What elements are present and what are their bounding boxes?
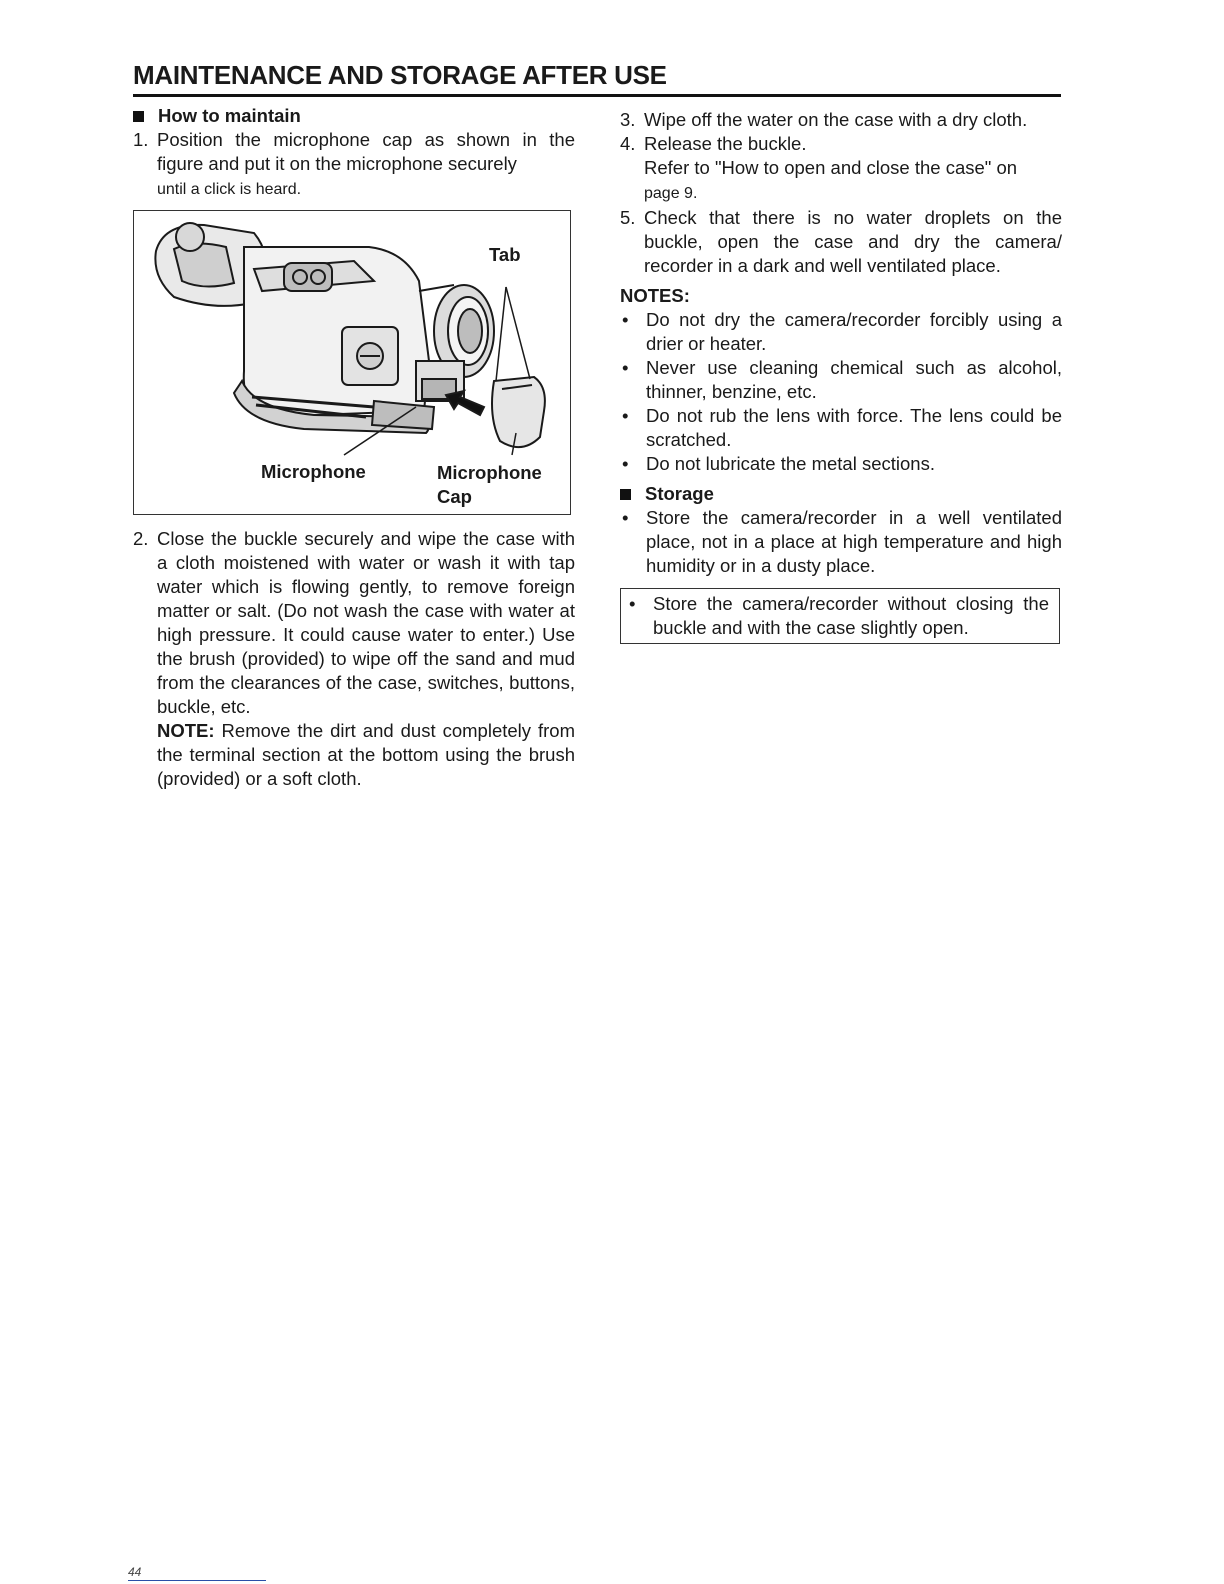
bullet-icon: • (622, 309, 629, 330)
step-2-number: 2. (133, 528, 149, 549)
step-4-reference-page: page 9. (644, 185, 698, 202)
microphone-label: Microphone (261, 461, 366, 482)
step-4-reference: Refer to "How to open and close the case" on (644, 157, 1018, 178)
storage-item-text: Store the camera/recorder in a well ventilated place, not in a place at high temperature and high humidity or in a dusty place. (646, 507, 1062, 576)
square-bullet-icon (133, 111, 144, 122)
note-item (620, 404, 1062, 452)
right-column (620, 108, 1062, 644)
note-text: Remove the dirt and dust completely from the terminal section at the bottom using the brush (provided) or a soft cloth. (157, 720, 575, 789)
microphone-cap-label-line2: Cap (437, 486, 472, 507)
step-5 (620, 206, 1062, 278)
note-item (620, 452, 1062, 476)
maintain-heading (133, 104, 575, 128)
bullet-icon: • (622, 507, 629, 528)
storage-heading (620, 482, 1062, 506)
storage-heading-text: Storage (645, 483, 714, 504)
notes-heading: NOTES: (620, 285, 690, 306)
storage-callout-box (620, 588, 1060, 644)
square-bullet-icon (620, 489, 631, 500)
bullet-icon: • (622, 453, 629, 474)
page-title: MAINTENANCE AND STORAGE AFTER USE (133, 60, 667, 90)
step-3 (620, 108, 1062, 132)
note-block (157, 719, 575, 791)
left-column (133, 104, 575, 791)
note-item-text: Never use cleaning chemical such as alcohol, thinner, benzine, etc. (646, 357, 1062, 402)
tab-label: Tab (489, 244, 521, 265)
note-label: NOTE: (157, 720, 215, 741)
note-item (620, 308, 1062, 356)
step-1-number: 1. (133, 129, 149, 150)
storage-callout-text: Store the camera/recorder without closing the buckle and with the case slightly open. (653, 593, 1049, 638)
note-item-text: Do not lubricate the metal sections. (646, 453, 935, 474)
storage-item (620, 506, 1062, 578)
step-5-text: Check that there is no water droplets on the buckle, open the case and dry the camera/ recorder in a dark and well ventilated place. (644, 207, 1062, 276)
step-5-number: 5. (620, 207, 636, 228)
step-3-number: 3. (620, 109, 636, 130)
step-4 (620, 132, 1062, 206)
step-3-text: Wipe off the water on the case with a dry cloth. (644, 109, 1028, 130)
step-1-text: Position the microphone cap as shown in the figure and put it on the microphone securely (157, 129, 575, 174)
bullet-icon: • (629, 593, 636, 614)
note-item (620, 356, 1062, 404)
step-1 (133, 128, 575, 202)
maintain-heading-text: How to maintain (158, 105, 301, 126)
note-item-text: Do not rub the lens with force. The lens could be scratched. (646, 405, 1062, 450)
bullet-icon: • (622, 405, 629, 426)
step-2 (133, 527, 575, 719)
step-2-text: Close the buckle securely and wipe the case with a cloth moistened with water or wash it with tap water which is flowing gently, to remove foreign matter or salt. (Do not wash the case with water at high pressure. It could cause water to enter.) Use the brush (provided) to wipe off the sand and mud from the clearances of the case, switches, buttons, buckle, etc. (157, 528, 575, 717)
step-4-text: Release the buckle. (644, 133, 807, 154)
footer-rule (128, 1580, 266, 1581)
microphone-cap-label-line1: Microphone (437, 462, 542, 483)
page-number: 44 (128, 1565, 142, 1579)
step-1-small-text: until a click is heard. (157, 181, 302, 198)
step-4-number: 4. (620, 133, 636, 154)
title-rule (133, 94, 1061, 97)
note-item-text: Do not dry the camera/recorder forcibly using a drier or heater. (646, 309, 1062, 354)
bullet-icon: • (622, 357, 629, 378)
camera-figure (133, 210, 571, 515)
